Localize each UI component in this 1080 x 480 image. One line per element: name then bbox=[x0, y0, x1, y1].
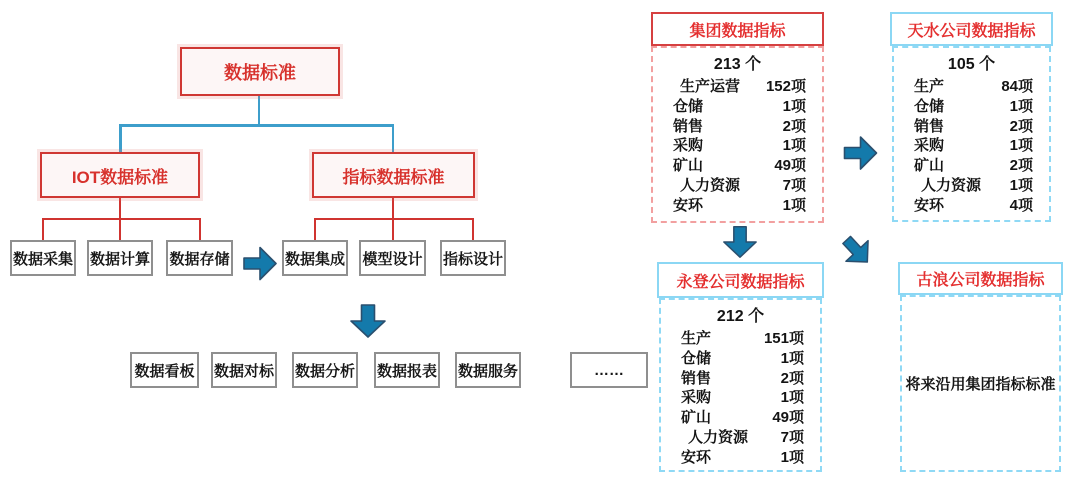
row-label: 生产 bbox=[914, 78, 945, 95]
row-value: 1项 bbox=[780, 389, 804, 407]
row-value: 1项 bbox=[782, 137, 806, 155]
row-label: 矿山 bbox=[681, 409, 712, 427]
row-value: 152项 bbox=[765, 78, 806, 95]
row-value: 2项 bbox=[1009, 157, 1033, 175]
panel-row bbox=[894, 156, 1049, 176]
row-value: 151项 bbox=[763, 330, 804, 347]
panel-row bbox=[894, 97, 1049, 117]
row-value: 1项 bbox=[1009, 97, 1033, 115]
connector bbox=[314, 218, 316, 240]
leaf-node-label: 数据存储 bbox=[169, 250, 230, 268]
row-value: 7项 bbox=[780, 428, 804, 446]
branch-node-iot-standard bbox=[40, 152, 200, 198]
row-label: 人力资源 bbox=[688, 428, 749, 446]
row-label: 销售 bbox=[914, 117, 945, 135]
panel-body-gulang bbox=[900, 295, 1061, 472]
row-value: 4项 bbox=[1009, 196, 1033, 214]
connector bbox=[392, 124, 395, 152]
output-node-label: 数据对标 bbox=[213, 362, 274, 380]
row-value: 1项 bbox=[780, 349, 804, 367]
branch-node-metric-standard bbox=[312, 152, 475, 198]
panel-row bbox=[661, 329, 820, 349]
row-label: 安环 bbox=[914, 196, 945, 214]
panel-row bbox=[661, 349, 820, 369]
panel-title-gulang bbox=[898, 262, 1063, 295]
output-node-report bbox=[374, 352, 440, 388]
connector bbox=[42, 218, 201, 220]
panel-body-tianshui bbox=[892, 46, 1051, 222]
leaf-node-model-design bbox=[359, 240, 426, 276]
panel-row bbox=[653, 77, 822, 97]
panel-row bbox=[894, 196, 1049, 216]
leaf-node-label: 数据采集 bbox=[12, 250, 73, 268]
row-label: 生产 bbox=[681, 330, 712, 347]
connector bbox=[258, 96, 261, 124]
panel-count: 213 个 bbox=[713, 56, 762, 73]
row-value: 2项 bbox=[782, 117, 806, 135]
panel-title-label: 古浪公司数据指标 bbox=[916, 272, 1045, 289]
panel-row bbox=[894, 77, 1049, 97]
row-label: 矿山 bbox=[914, 157, 945, 175]
row-label: 销售 bbox=[681, 369, 712, 387]
row-value: 49项 bbox=[772, 409, 804, 427]
connector bbox=[42, 218, 44, 240]
connector bbox=[199, 218, 201, 240]
panel-row bbox=[653, 196, 822, 216]
row-value: 2项 bbox=[1009, 117, 1033, 135]
leaf-node-label: 数据计算 bbox=[89, 250, 150, 268]
root-node-data-standard bbox=[180, 47, 340, 96]
row-value: 84项 bbox=[1001, 78, 1033, 95]
connector bbox=[314, 218, 474, 220]
leaf-node-label: 指标设计 bbox=[442, 250, 503, 268]
row-label: 销售 bbox=[673, 117, 704, 135]
panel-row bbox=[894, 117, 1049, 137]
leaf-node-label: 数据集成 bbox=[284, 250, 345, 268]
panel-row bbox=[653, 97, 822, 117]
panel-title-tianshui bbox=[890, 12, 1053, 46]
output-node-label: …… bbox=[594, 361, 624, 379]
row-label: 仓储 bbox=[914, 97, 945, 115]
panel-row bbox=[661, 408, 820, 428]
panel-row bbox=[661, 388, 820, 408]
panel-row bbox=[894, 176, 1049, 196]
leaf-node-data-integration bbox=[282, 240, 348, 276]
row-label: 生产运营 bbox=[680, 78, 741, 95]
output-node-service bbox=[455, 352, 521, 388]
panel-row bbox=[653, 176, 822, 196]
row-label: 人力资源 bbox=[680, 176, 741, 194]
branch-node-label: 指标数据标准 bbox=[342, 167, 445, 187]
panel-title-yongdeng bbox=[657, 262, 824, 298]
output-node-more bbox=[570, 352, 648, 388]
row-label: 采购 bbox=[914, 137, 945, 155]
panel-title-group bbox=[651, 12, 824, 46]
connector bbox=[472, 218, 474, 240]
row-value: 7项 bbox=[782, 176, 806, 194]
flow-arrow-diagonal-icon bbox=[836, 230, 878, 272]
row-label: 人力资源 bbox=[921, 176, 982, 194]
row-value: 2项 bbox=[780, 369, 804, 387]
output-node-label: 数据分析 bbox=[294, 362, 355, 380]
row-label: 采购 bbox=[673, 137, 704, 155]
row-value: 1项 bbox=[1009, 176, 1033, 194]
flow-arrow-right-icon bbox=[842, 134, 879, 172]
output-node-label: 数据看板 bbox=[134, 362, 195, 380]
panel-count: 105 个 bbox=[947, 56, 996, 73]
row-label: 仓储 bbox=[673, 97, 704, 115]
panel-body-group bbox=[651, 46, 824, 223]
panel-title-label: 天水公司数据指标 bbox=[907, 22, 1036, 40]
row-value: 1项 bbox=[782, 97, 806, 115]
panel-title-label: 集团数据指标 bbox=[689, 22, 786, 40]
connector bbox=[119, 124, 122, 152]
flow-arrow-right-icon bbox=[242, 244, 278, 283]
panel-body-yongdeng bbox=[659, 298, 822, 472]
row-value: 1项 bbox=[1009, 137, 1033, 155]
output-node-label: 数据报表 bbox=[376, 362, 437, 380]
leaf-node-label: 模型设计 bbox=[362, 250, 423, 268]
leaf-node-data-storage bbox=[166, 240, 233, 276]
row-label: 仓储 bbox=[681, 349, 712, 367]
row-label: 矿山 bbox=[673, 157, 704, 175]
panel-row bbox=[653, 117, 822, 137]
output-node-benchmark bbox=[211, 352, 277, 388]
row-label: 安环 bbox=[681, 448, 712, 466]
panel-row bbox=[661, 448, 820, 468]
panel-title-label: 永登公司数据指标 bbox=[676, 273, 805, 291]
row-label: 采购 bbox=[681, 389, 712, 407]
output-node-analysis bbox=[292, 352, 358, 388]
row-label: 安环 bbox=[673, 196, 704, 214]
leaf-node-metric-design bbox=[440, 240, 506, 276]
leaf-node-data-compute bbox=[87, 240, 153, 276]
output-node-dashboard bbox=[130, 352, 199, 388]
connector bbox=[119, 124, 394, 127]
root-node-label: 数据标准 bbox=[224, 62, 296, 83]
panel-count: 212 个 bbox=[716, 308, 765, 325]
panel-row bbox=[653, 136, 822, 156]
panel-row bbox=[661, 369, 820, 389]
row-value: 1项 bbox=[782, 196, 806, 214]
panel-row bbox=[653, 156, 822, 176]
branch-node-label: IOT数据标准 bbox=[71, 167, 169, 187]
flow-arrow-down-icon bbox=[348, 303, 388, 339]
panel-row bbox=[661, 428, 820, 448]
flow-arrow-down-icon bbox=[721, 224, 759, 260]
row-value: 49项 bbox=[774, 157, 806, 175]
panel-note: 将来沿用集团指标标准 bbox=[905, 376, 1056, 393]
output-node-label: 数据服务 bbox=[457, 362, 518, 380]
panel-row bbox=[894, 136, 1049, 156]
row-value: 1项 bbox=[780, 448, 804, 466]
leaf-node-data-collect bbox=[10, 240, 76, 276]
